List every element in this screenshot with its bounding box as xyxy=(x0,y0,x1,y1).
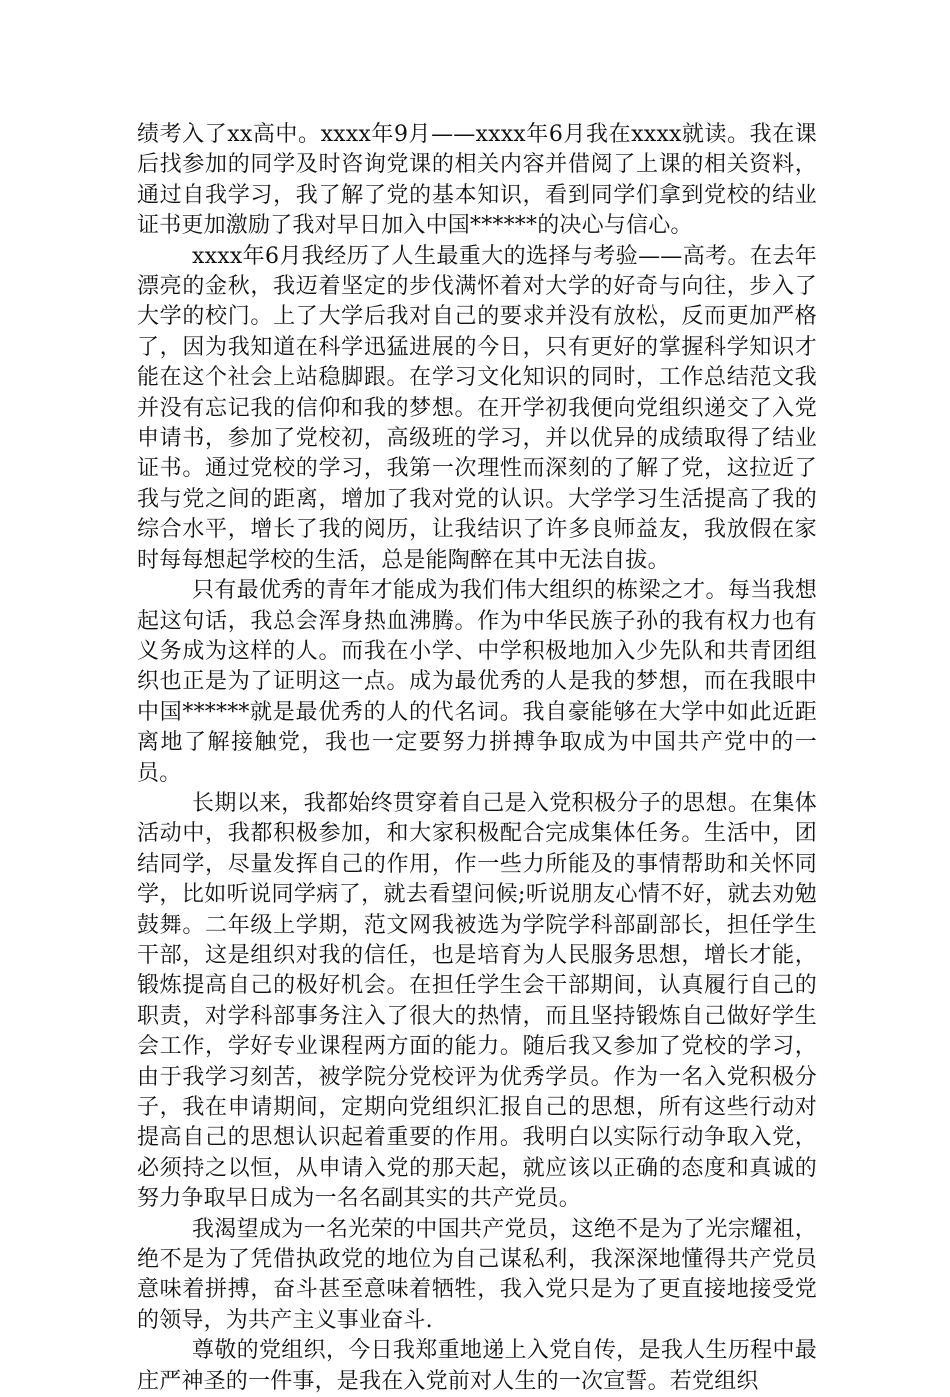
paragraph-1: 绩考入了xx高中。xxxx年9月——xxxx年6月我在xxxx就读。我在课后找参加的同学及时咨询党课的相关内容并借阅了上课的相关资料，通过自我学习，我了解了党的基本知识，看到同学们拿到党校的结业证书更加激励了我对早日加入中国******的决心与信心。 xyxy=(137,122,817,239)
paragraph-6: 尊敬的党组织，今日我郑重地递上入党自传，是我人生历程中最庄严神圣的一件事，是我在入党前对人生的一次宣誓。若党组织 xyxy=(137,1338,817,1394)
paragraph-3: 只有最优秀的青年才能成为我们伟大组织的栋梁之才。每当我想起这句话，我总会浑身热血沸腾。作为中华民族子孙的我有权力也有义务成为这样的人。而我在小学、中学积极地加入少先队和共青团组织也正是为了证明这一点。成为最优秀的人是我的梦想，而在我眼中中国******就是最优秀的人的代名词。我自豪能够在大学中如此近距离地了解接触党，我也一定要努力拼搏争取成为中国共产党中的一员。 xyxy=(137,578,817,786)
paragraph-5: 我渴望成为一名光荣的中国共产党员，这绝不是为了光宗耀祖，绝不是为了凭借执政党的地位为自己谋私利，我深深地懂得共产党员意味着拼搏，奋斗甚至意味着牺牲，我入党只是为了更直接地接受党的领导，为共产主义事业奋斗. xyxy=(137,1216,817,1333)
paragraph-2: xxxx年6月我经历了人生最重大的选择与考验——高考。在去年漂亮的金秋，我迈着坚定的步伐满怀着对大学的好奇与向往，步入了大学的校门。上了大学后我对自己的要求并没有放松，反而更加严格了，因为我知道在科学迅猛进展的今日，只有更好的掌握科学知识才能在这个社会上站稳脚跟。在学习文化知识的同时，工作总结范文我并没有忘记我的信仰和我的梦想。在开学初我便向党组织递交了入党申请书，参加了党校初，高级班的学习，并以优异的成绩取得了结业证书。通过党校的学习，我第一次理性而深刻的了解了党，这拉近了我与党之间的距离，增加了我对党的认识。大学学习生活提高了我的综合水平，增长了我的阅历，让我结识了许多良师益友，我放假在家时每每想起学校的生活，总是能陶醉在其中无法自拔。 xyxy=(137,243,817,573)
paragraph-4: 长期以来，我都始终贯穿着自己是入党积极分子的思想。在集体活动中，我都积极参加，和大家积极配合完成集体任务。生活中，团结同学，尽量发挥自己的作用，作一些力所能及的事情帮助和关怀同学，比如听说同学病了，就去看望问候;听说朋友心情不好，就去劝勉鼓舞。二年级上学期，范文网我被选为学院学科部副部长，担任学生干部，这是组织对我的信任，也是培育为人民服务思想，增长才能，锻炼提高自己的极好机会。在担任学生会干部期间，认真履行自己的职责，对学科部事务注入了很大的热情，而且坚持锻炼自己做好学生会工作，学好专业课程两方面的能力。随后我又参加了党校的学习，由于我学习刻苦，被学院分党校评为优秀学员。作为一名入党积极分子，我在申请期间，定期向党组织汇报自己的思想，所有这些行动对提高自己的思想认识起着重要的作用。我明白以实际行动争取入党，必须持之以恒，从申请入党的那天起，就应该以正确的态度和真诚的努力争取早日成为一名名副其实的共产党员。 xyxy=(137,790,817,1212)
document-page xyxy=(137,120,817,1397)
